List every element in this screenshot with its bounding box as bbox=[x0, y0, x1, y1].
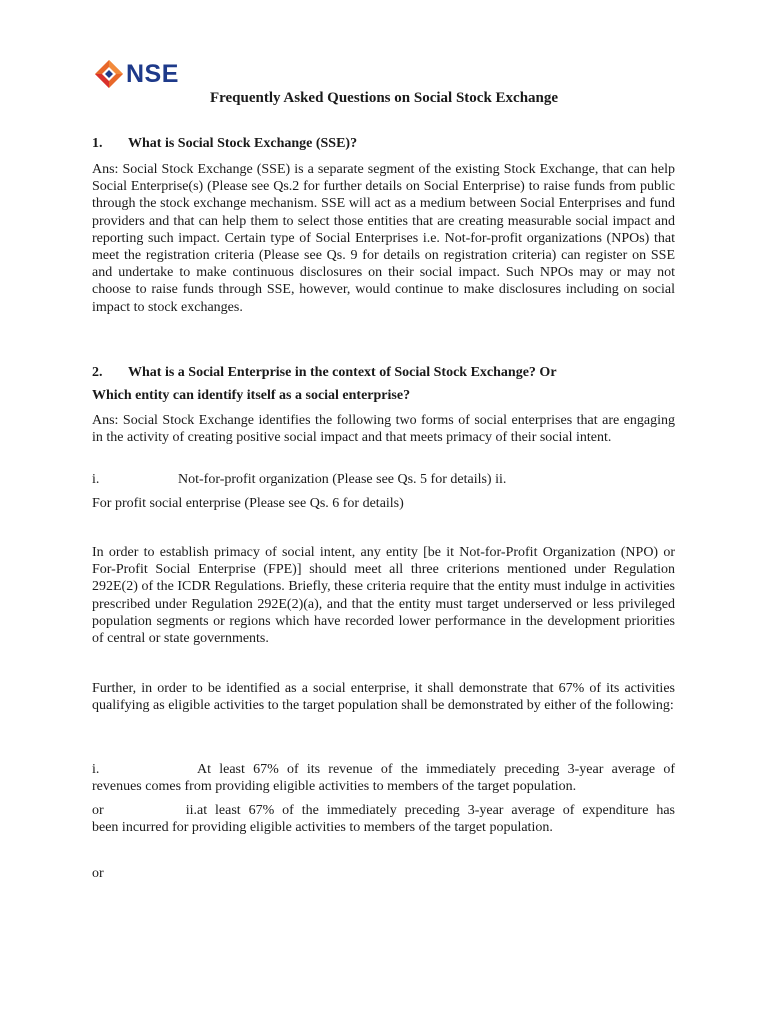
criterion-i-line-2: revenues comes from providing eligible activities to members of the target population. bbox=[92, 779, 577, 794]
question-number: 2. bbox=[92, 365, 103, 380]
list-marker: i. bbox=[92, 472, 100, 487]
page-title: Frequently Asked Questions on Social Stock Exchange bbox=[209, 90, 559, 106]
nse-logo bbox=[94, 58, 179, 90]
list-marker: i. bbox=[92, 762, 100, 777]
question-text: What is a Social Enterprise in the context of Social Stock Exchange? Or bbox=[128, 365, 557, 380]
answer-1: Ans: Social Stock Exchange (SSE) is a separate segment of the existing Stock Exchange, that can help Social Enterprise(s) (Please see Qs.2 for further details on Social Enterprise) to raise funds from public through the stock exchange mechanism. SSE will act as a medium between Social Enterprises and fund providers and that can help them to select those entities that are creating measurable social impact and reporting such impact. Certain type of Social Enterprises i.e. Not-for-profit organizations (NPOs) that meet the registration criteria (Please see Qs. 9 for details on registration criteria) can register on SSE and undertake to make continuous disclosures on their social impact. Such NPOs may or may not choose to raise funds through SSE, however, would continue to make disclosures including on social impact to stock exchanges. bbox=[92, 162, 675, 315]
question-number: 1. bbox=[92, 136, 103, 151]
criterion-i-first: At least 67% of its revenue of the immediately preceding 3-year average of bbox=[197, 762, 675, 777]
question-text: What is Social Stock Exchange (SSE)? bbox=[128, 136, 358, 151]
question-2 bbox=[92, 365, 557, 381]
question-1 bbox=[92, 136, 357, 152]
logo-text: NSE bbox=[126, 59, 179, 88]
criterion-ii-line-2: been incurred for providing eligible activities to members of the target population. bbox=[92, 820, 553, 835]
question-2-line-2: Which entity can identify itself as a social enterprise? bbox=[92, 388, 411, 403]
list-item bbox=[92, 472, 506, 488]
criterion-ii-first: at least 67% of the immediately preceding 3-year average of expenditure has bbox=[197, 803, 675, 818]
list-item-text: Not-for-profit organization (Please see Qs. 5 for details) ii. bbox=[178, 472, 507, 487]
trailing-or: or bbox=[92, 866, 104, 881]
further-paragraph: Further, in order to be identified as a social enterprise, it shall demonstrate that 67% of its activities qualifying as eligible activities to the target population shall be demonstrated by either of the following: bbox=[92, 681, 675, 714]
list-item: For profit social enterprise (Please see Qs. 6 for details) bbox=[92, 496, 404, 511]
primacy-paragraph: In order to establish primacy of social intent, any entity [be it Not-for-Profit Organization (NPO) or For-Profit Social Enterprise (FPE)] should meet all three criterions mentioned under Regulation 292E(2) of the ICDR Regulations. Briefly, these criteria require that the entity must indulge in activities prescribed under Regulation 292E(2)(a), and that the entity must target underserved or less privileged population segments or regions which have recorded lower performance in the development priorities of central or state governments. bbox=[92, 545, 675, 647]
answer-2: Ans: Social Stock Exchange identifies the following two forms of social enterprises that are engaging in the activity of creating positive social impact and that meets primacy of their social intent. bbox=[92, 413, 675, 446]
criterion-i-line-1 bbox=[92, 762, 675, 778]
nse-logo-icon bbox=[94, 59, 124, 89]
list-marker: or ii. bbox=[92, 803, 197, 818]
criterion-ii-line-1 bbox=[92, 803, 675, 819]
